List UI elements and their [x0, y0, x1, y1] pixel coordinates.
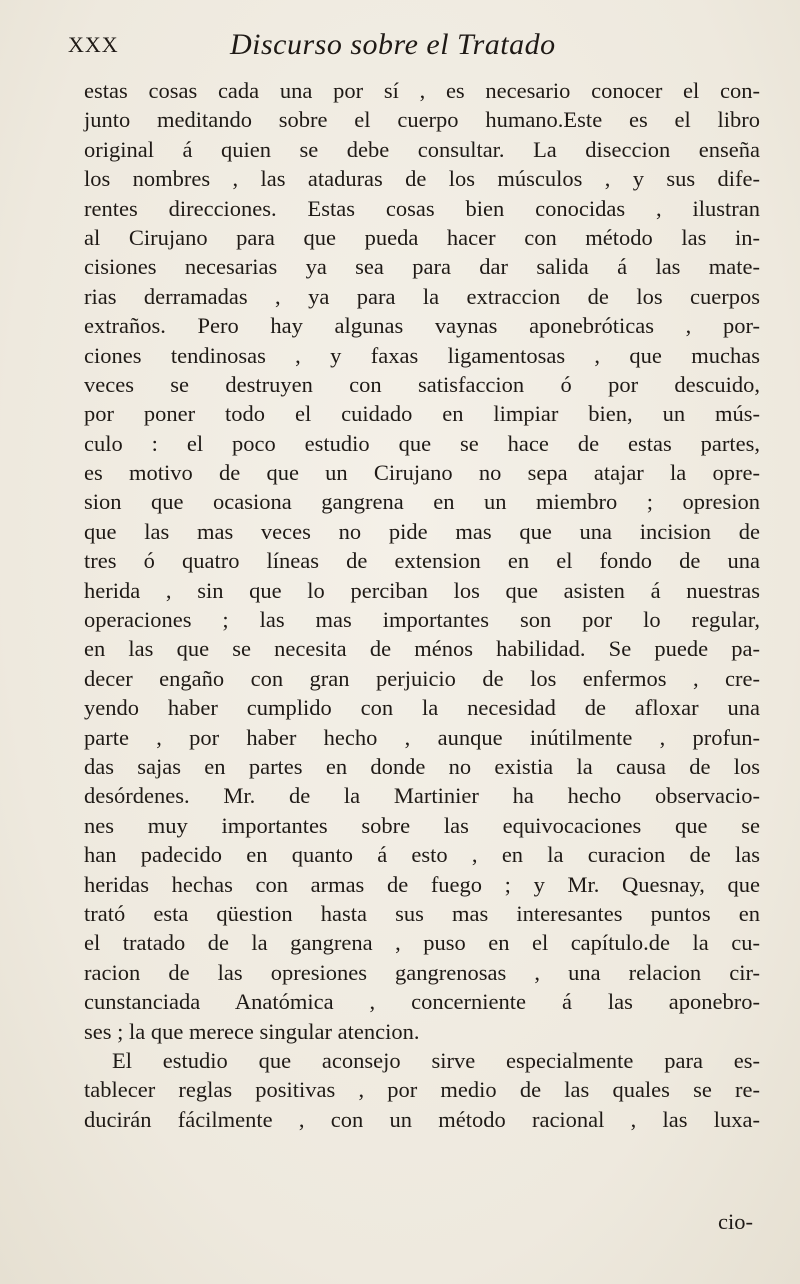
- paragraph-start-line: El estudio que aconsejo sirve especialmente para es-: [112, 1047, 760, 1073]
- text-line: nes muy importantes sobre las equivocaciones que se: [84, 812, 760, 838]
- text-line: veces se destruyen con satisfaccion ó por descuido,: [84, 371, 760, 397]
- running-head: Discurso sobre el Tratado: [230, 28, 556, 61]
- body-text: [84, 76, 760, 1134]
- text-line: operaciones ; las mas importantes son por lo regular,: [84, 607, 760, 633]
- text-line: que las mas veces no pide mas que una incision de: [84, 518, 760, 544]
- text-line: el tratado de la gangrena , puso en el capítulo.de la cu-: [84, 930, 760, 956]
- text-line: trató esta qüestion hasta sus mas interesantes puntos en: [84, 900, 760, 926]
- text-line: en las que se necesita de ménos habilidad. Se puede pa-: [84, 636, 760, 662]
- text-line: sion que ocasiona gangrena en un miembro ; opresion: [84, 489, 760, 515]
- text-line: rias derramadas , ya para la extraccion de los cuerpos: [84, 283, 760, 309]
- text-line: es motivo de que un Cirujano no sepa atajar la opre-: [84, 460, 760, 486]
- text-line: extraños. Pero hay algunas vaynas aponebróticas , por-: [84, 313, 760, 339]
- text-line: heridas hechas con armas de fuego ; y Mr. Quesnay, que: [84, 871, 760, 897]
- text-line: cisiones necesarias ya sea para dar salida á las mate-: [84, 254, 760, 280]
- text-line: desórdenes. Mr. de la Martinier ha hecho observacio-: [84, 783, 760, 809]
- text-line: herida , sin que lo perciban los que asisten á nuestras: [84, 577, 760, 603]
- text-line: tres ó quatro líneas de extension en el fondo de una: [84, 548, 760, 574]
- text-line: decer engaño con gran perjuicio de los enfermos , cre-: [84, 665, 760, 691]
- text-line: yendo haber cumplido con la necesidad de afloxar una: [84, 695, 760, 721]
- text-line: ciones tendinosas , y faxas ligamentosas , que muchas: [84, 342, 760, 368]
- text-line: original á quien se debe consultar. La diseccion enseña: [84, 136, 760, 162]
- paragraph-end-line: ses ; la que merece singular atencion.: [84, 1018, 420, 1044]
- text-line: los nombres , las ataduras de los músculos , y sus dife-: [84, 166, 760, 192]
- text-line: ducirán fácilmente , con un método racional , las luxa-: [84, 1106, 760, 1132]
- text-line: parte , por haber hecho , aunque inútilmente , profun-: [84, 724, 760, 750]
- text-line: han padecido en quanto á esto , en la curacion de las: [84, 842, 760, 868]
- text-line: al Cirujano para que pueda hacer con método las in-: [84, 224, 760, 250]
- text-line: culo : el poco estudio que se hace de estas partes,: [84, 430, 760, 456]
- text-line: rentes direcciones. Estas cosas bien conocidas , ilustran: [84, 195, 760, 221]
- page-number: XXX: [68, 32, 119, 57]
- text-line: tablecer reglas positivas , por medio de las quales se re-: [84, 1077, 760, 1103]
- text-line: das sajas en partes en donde no existia la causa de los: [84, 753, 760, 779]
- text-line: por poner todo el cuidado en limpiar bien, un mús-: [84, 401, 760, 427]
- text-line: estas cosas cada una por sí , es necesario conocer el con-: [84, 78, 760, 103]
- page-header: [68, 28, 758, 68]
- catchword: cio-: [718, 1209, 753, 1234]
- text-line: cunstanciada Anatómica , concerniente á las aponebro-: [84, 989, 760, 1015]
- text-line: junto meditando sobre el cuerpo humano.Este es el libro: [84, 107, 760, 133]
- text-line: racion de las opresiones gangrenosas , una relacion cir-: [84, 959, 760, 985]
